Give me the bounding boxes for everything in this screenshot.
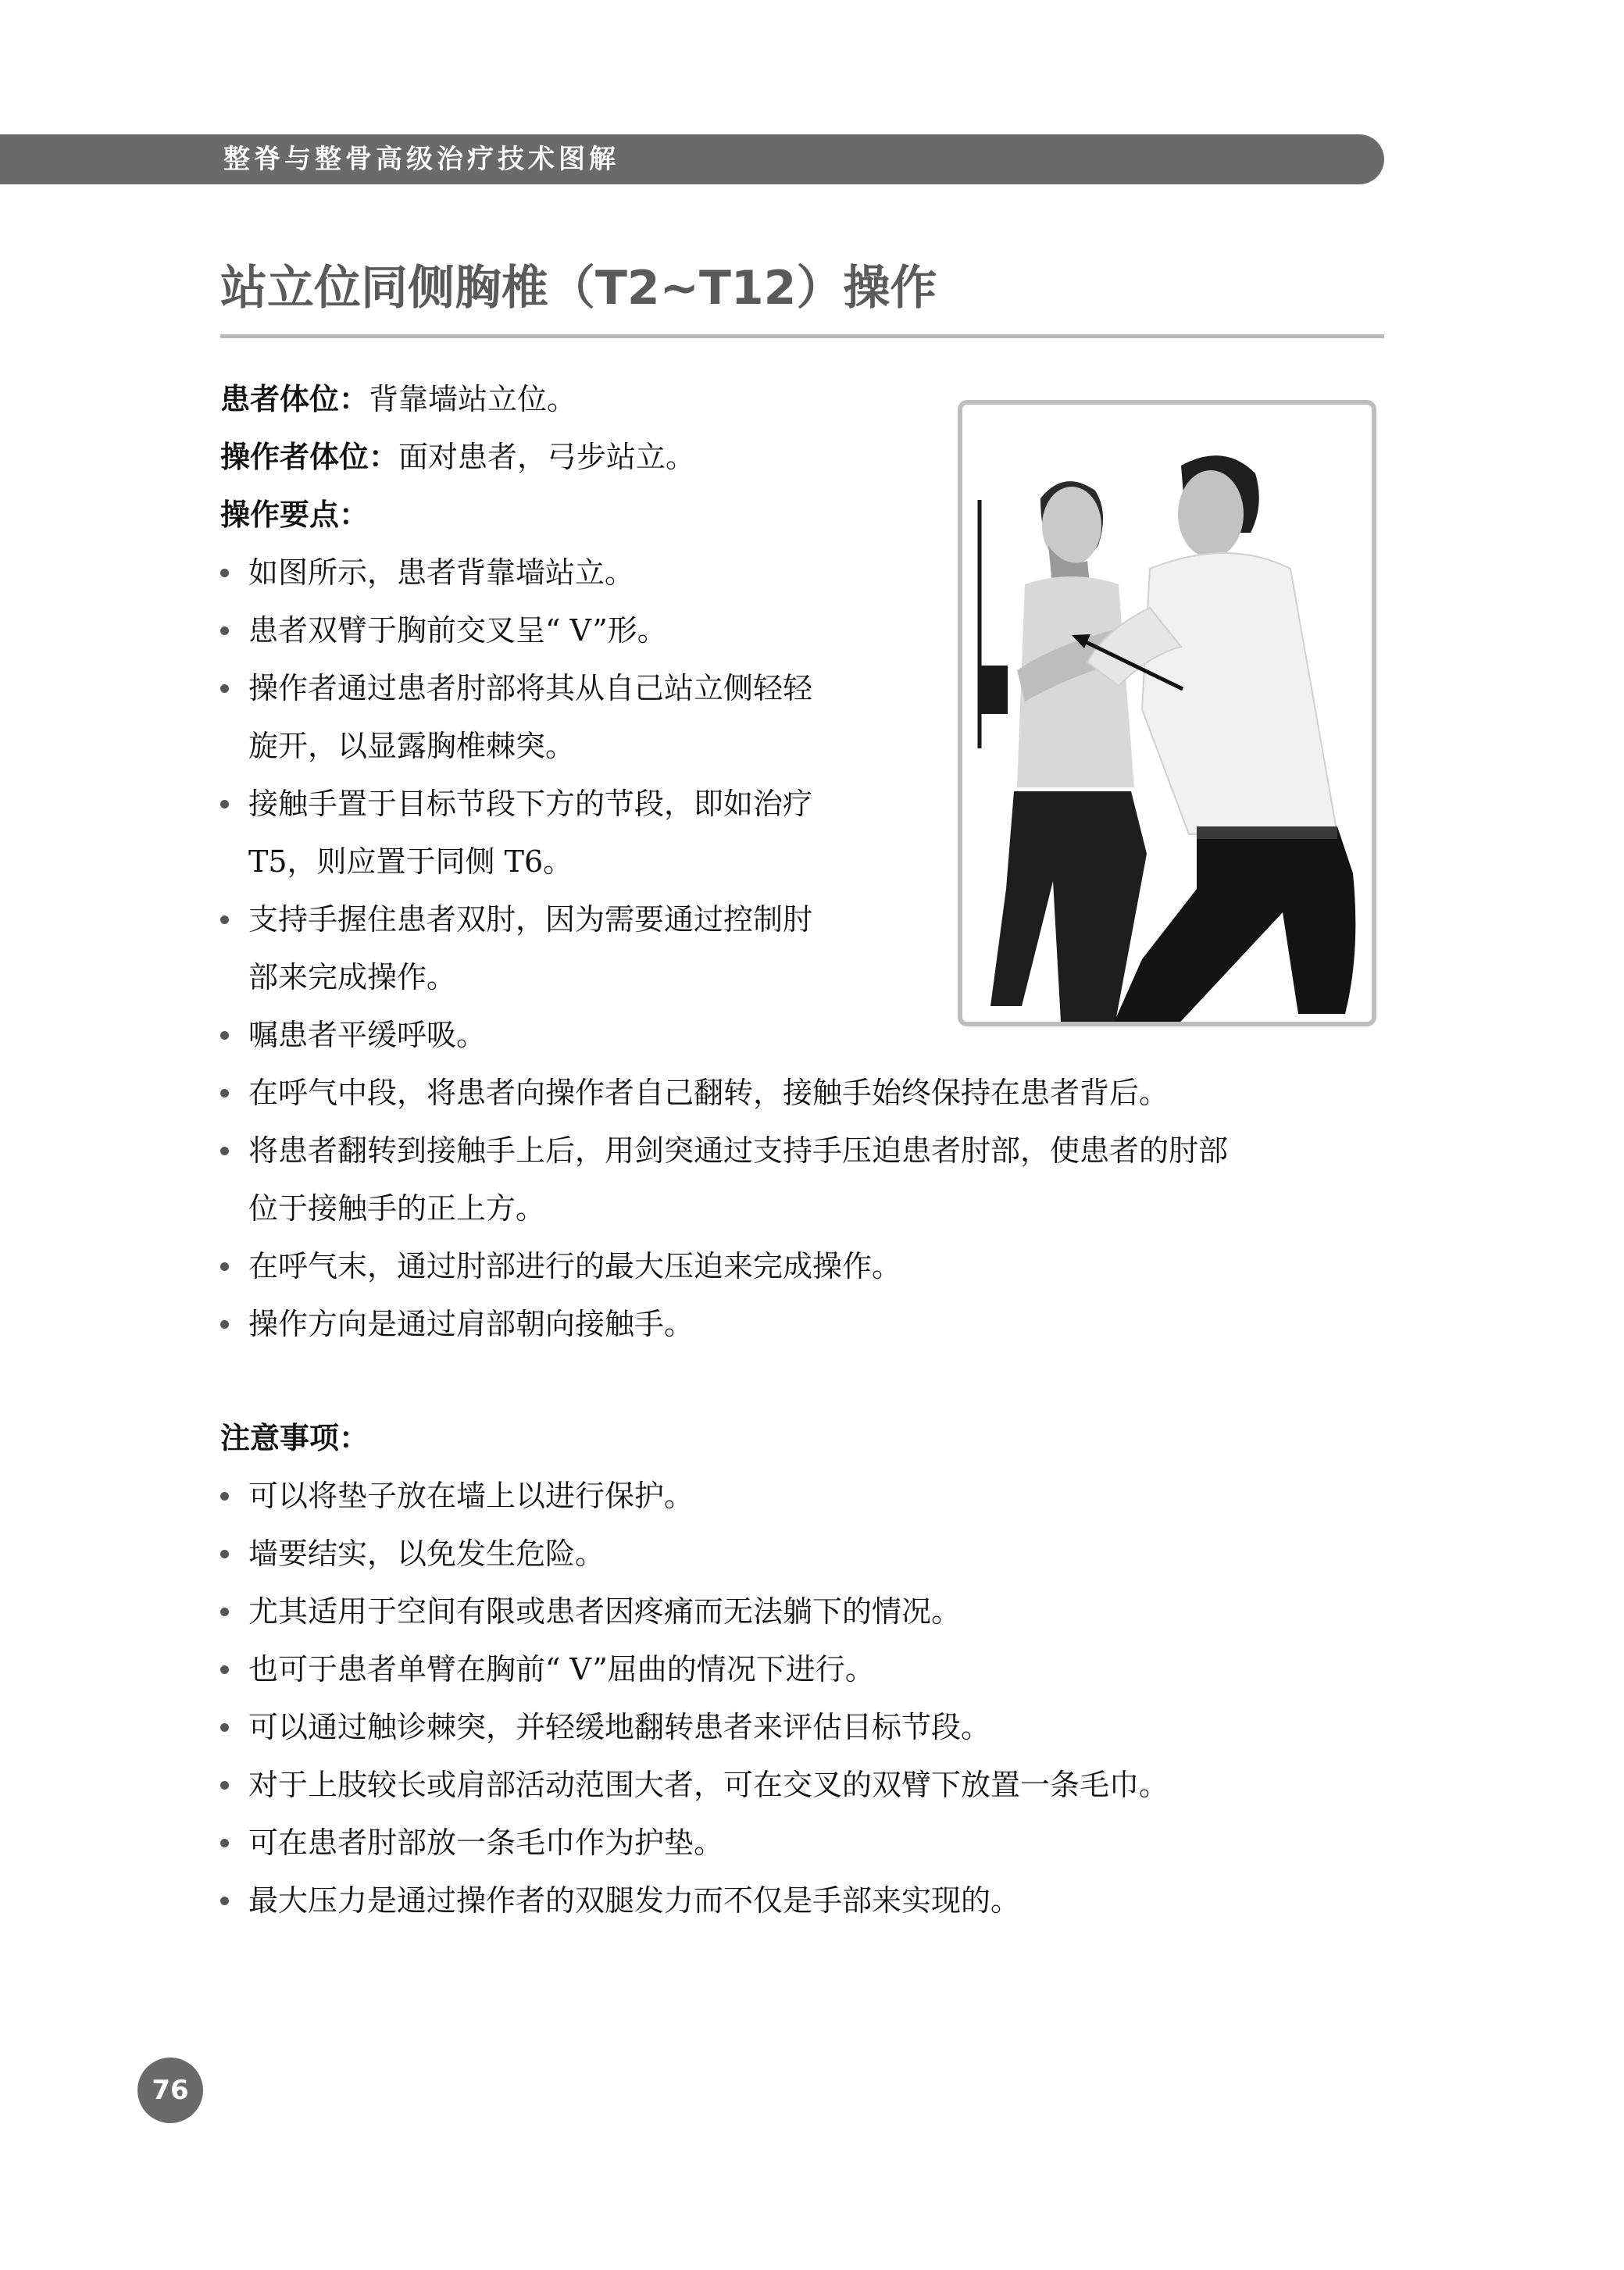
precaution-text: 最大压力是通过操作者的双腿发力而不仅是手部来实现的。 — [248, 1883, 1021, 1918]
precaution-item — [220, 1467, 694, 1525]
key-point-line: 支持手握住患者双肘，因为需要通过控制肘 — [248, 902, 813, 937]
key-point-line: 在呼气中段，将患者向操作者自己翻转，接触手始终保持在患者背后。 — [248, 1076, 1169, 1110]
precaution-text: 可以通过触诊棘突，并轻缓地翻转患者来评估目标节段。 — [248, 1710, 991, 1744]
technique-photo — [958, 400, 1376, 1026]
precaution-item — [220, 1698, 990, 1756]
precaution-item — [220, 1525, 605, 1583]
precaution-text: 可在患者肘部放一条毛巾作为护垫。 — [248, 1826, 724, 1860]
precaution-text: 墙要结实，以免发生危险。 — [248, 1537, 605, 1571]
key-point-line: 部来完成操作。 — [248, 960, 457, 994]
precaution-item — [220, 1756, 1169, 1814]
operator-position-label: 操作者体位： — [220, 440, 399, 474]
precautions-heading: 注意事项： — [220, 1421, 369, 1455]
precaution-text: 可以将垫子放在墙上以进行保护。 — [248, 1479, 694, 1513]
key-point-item — [220, 1006, 486, 1064]
bullet-dot-icon — [220, 1897, 229, 1905]
operator-position — [220, 428, 695, 486]
operator-position-text: 面对患者，弓步站立。 — [398, 440, 696, 474]
key-point-line: 嘱患者平缓呼吸。 — [248, 1018, 487, 1052]
bullet-dot-icon — [220, 1550, 229, 1558]
key-point-item — [220, 1122, 1228, 1237]
precaution-item — [220, 1583, 961, 1640]
technique-illustration — [962, 405, 1372, 1022]
key-point-line: 将患者翻转到接触手上后，用剑突通过支持手压迫患者肘部，使患者的肘部 — [248, 1133, 1229, 1168]
bullet-dot-icon — [220, 800, 229, 808]
patient-position-label: 患者体位： — [220, 382, 369, 416]
key-point-item — [220, 601, 667, 659]
running-header — [0, 134, 1384, 184]
bullet-dot-icon — [220, 1262, 229, 1271]
key-point-item — [220, 1295, 694, 1353]
precaution-item — [220, 1640, 875, 1698]
precaution-item — [220, 1872, 1020, 1929]
key-point-line: T5，则应置于同侧 T6。 — [248, 844, 573, 879]
key-point-item — [220, 891, 812, 1006]
key-point-item — [220, 775, 812, 891]
key-point-line: 操作者通过患者肘部将其从自己站立侧轻轻 — [248, 671, 813, 705]
bullet-dot-icon — [220, 684, 229, 693]
book-title: 整脊与整骨高级治疗技术图解 — [223, 144, 619, 175]
key-point-line: 旋开，以显露胸椎棘突。 — [248, 729, 576, 763]
patient-position — [220, 370, 576, 428]
bullet-dot-icon — [220, 1839, 229, 1847]
bullet-dot-icon — [220, 1608, 229, 1616]
bullet-dot-icon — [220, 626, 229, 635]
title-divider — [220, 334, 1384, 338]
bullet-dot-icon — [220, 1147, 229, 1155]
key-point-line: 位于接触手的正上方。 — [248, 1191, 546, 1226]
bullet-dot-icon — [220, 1031, 229, 1040]
contact-hand-marker — [981, 666, 1008, 714]
precaution-item — [220, 1814, 723, 1872]
key-point-item — [220, 659, 812, 775]
bullet-dot-icon — [220, 1723, 229, 1732]
key-point-line: 接触手置于目标节段下方的节段，即如治疗 — [248, 787, 813, 821]
bullet-dot-icon — [220, 1089, 229, 1098]
key-point-line: 在呼气末，通过肘部进行的最大压迫来完成操作。 — [248, 1249, 902, 1283]
patient-figure — [990, 481, 1150, 1022]
patient-position-text: 背靠墙站立位。 — [369, 382, 577, 416]
page-number: 76 — [137, 2058, 203, 2123]
bullet-dot-icon — [220, 1665, 229, 1674]
precaution-text: 尤其适用于空间有限或患者因疼痛而无法躺下的情况。 — [248, 1594, 962, 1629]
bullet-dot-icon — [220, 569, 229, 577]
key-point-item — [220, 1064, 1169, 1122]
precaution-text: 也可于患者单臂在胸前“ V”屈曲的情况下进行。 — [248, 1652, 875, 1686]
key-point-line: 如图所示，患者背靠墙站立。 — [248, 555, 635, 590]
bullet-dot-icon — [220, 1781, 229, 1790]
key-point-item — [220, 1237, 901, 1295]
bullet-dot-icon — [220, 915, 229, 924]
bullet-dot-icon — [220, 1320, 229, 1329]
key-point-line: 操作方向是通过肩部朝向接触手。 — [248, 1307, 694, 1341]
key-points-heading: 操作要点： — [220, 498, 369, 532]
precaution-text: 对于上肢较长或肩部活动范围大者，可在交叉的双臂下放置一条毛巾。 — [248, 1768, 1169, 1802]
section-title: 站立位同侧胸椎（T2~T12）操作 — [220, 261, 937, 316]
key-point-line: 患者双臂于胸前交叉呈“ V”形。 — [248, 613, 667, 648]
bullet-dot-icon — [220, 1492, 229, 1501]
key-point-item — [220, 544, 634, 601]
